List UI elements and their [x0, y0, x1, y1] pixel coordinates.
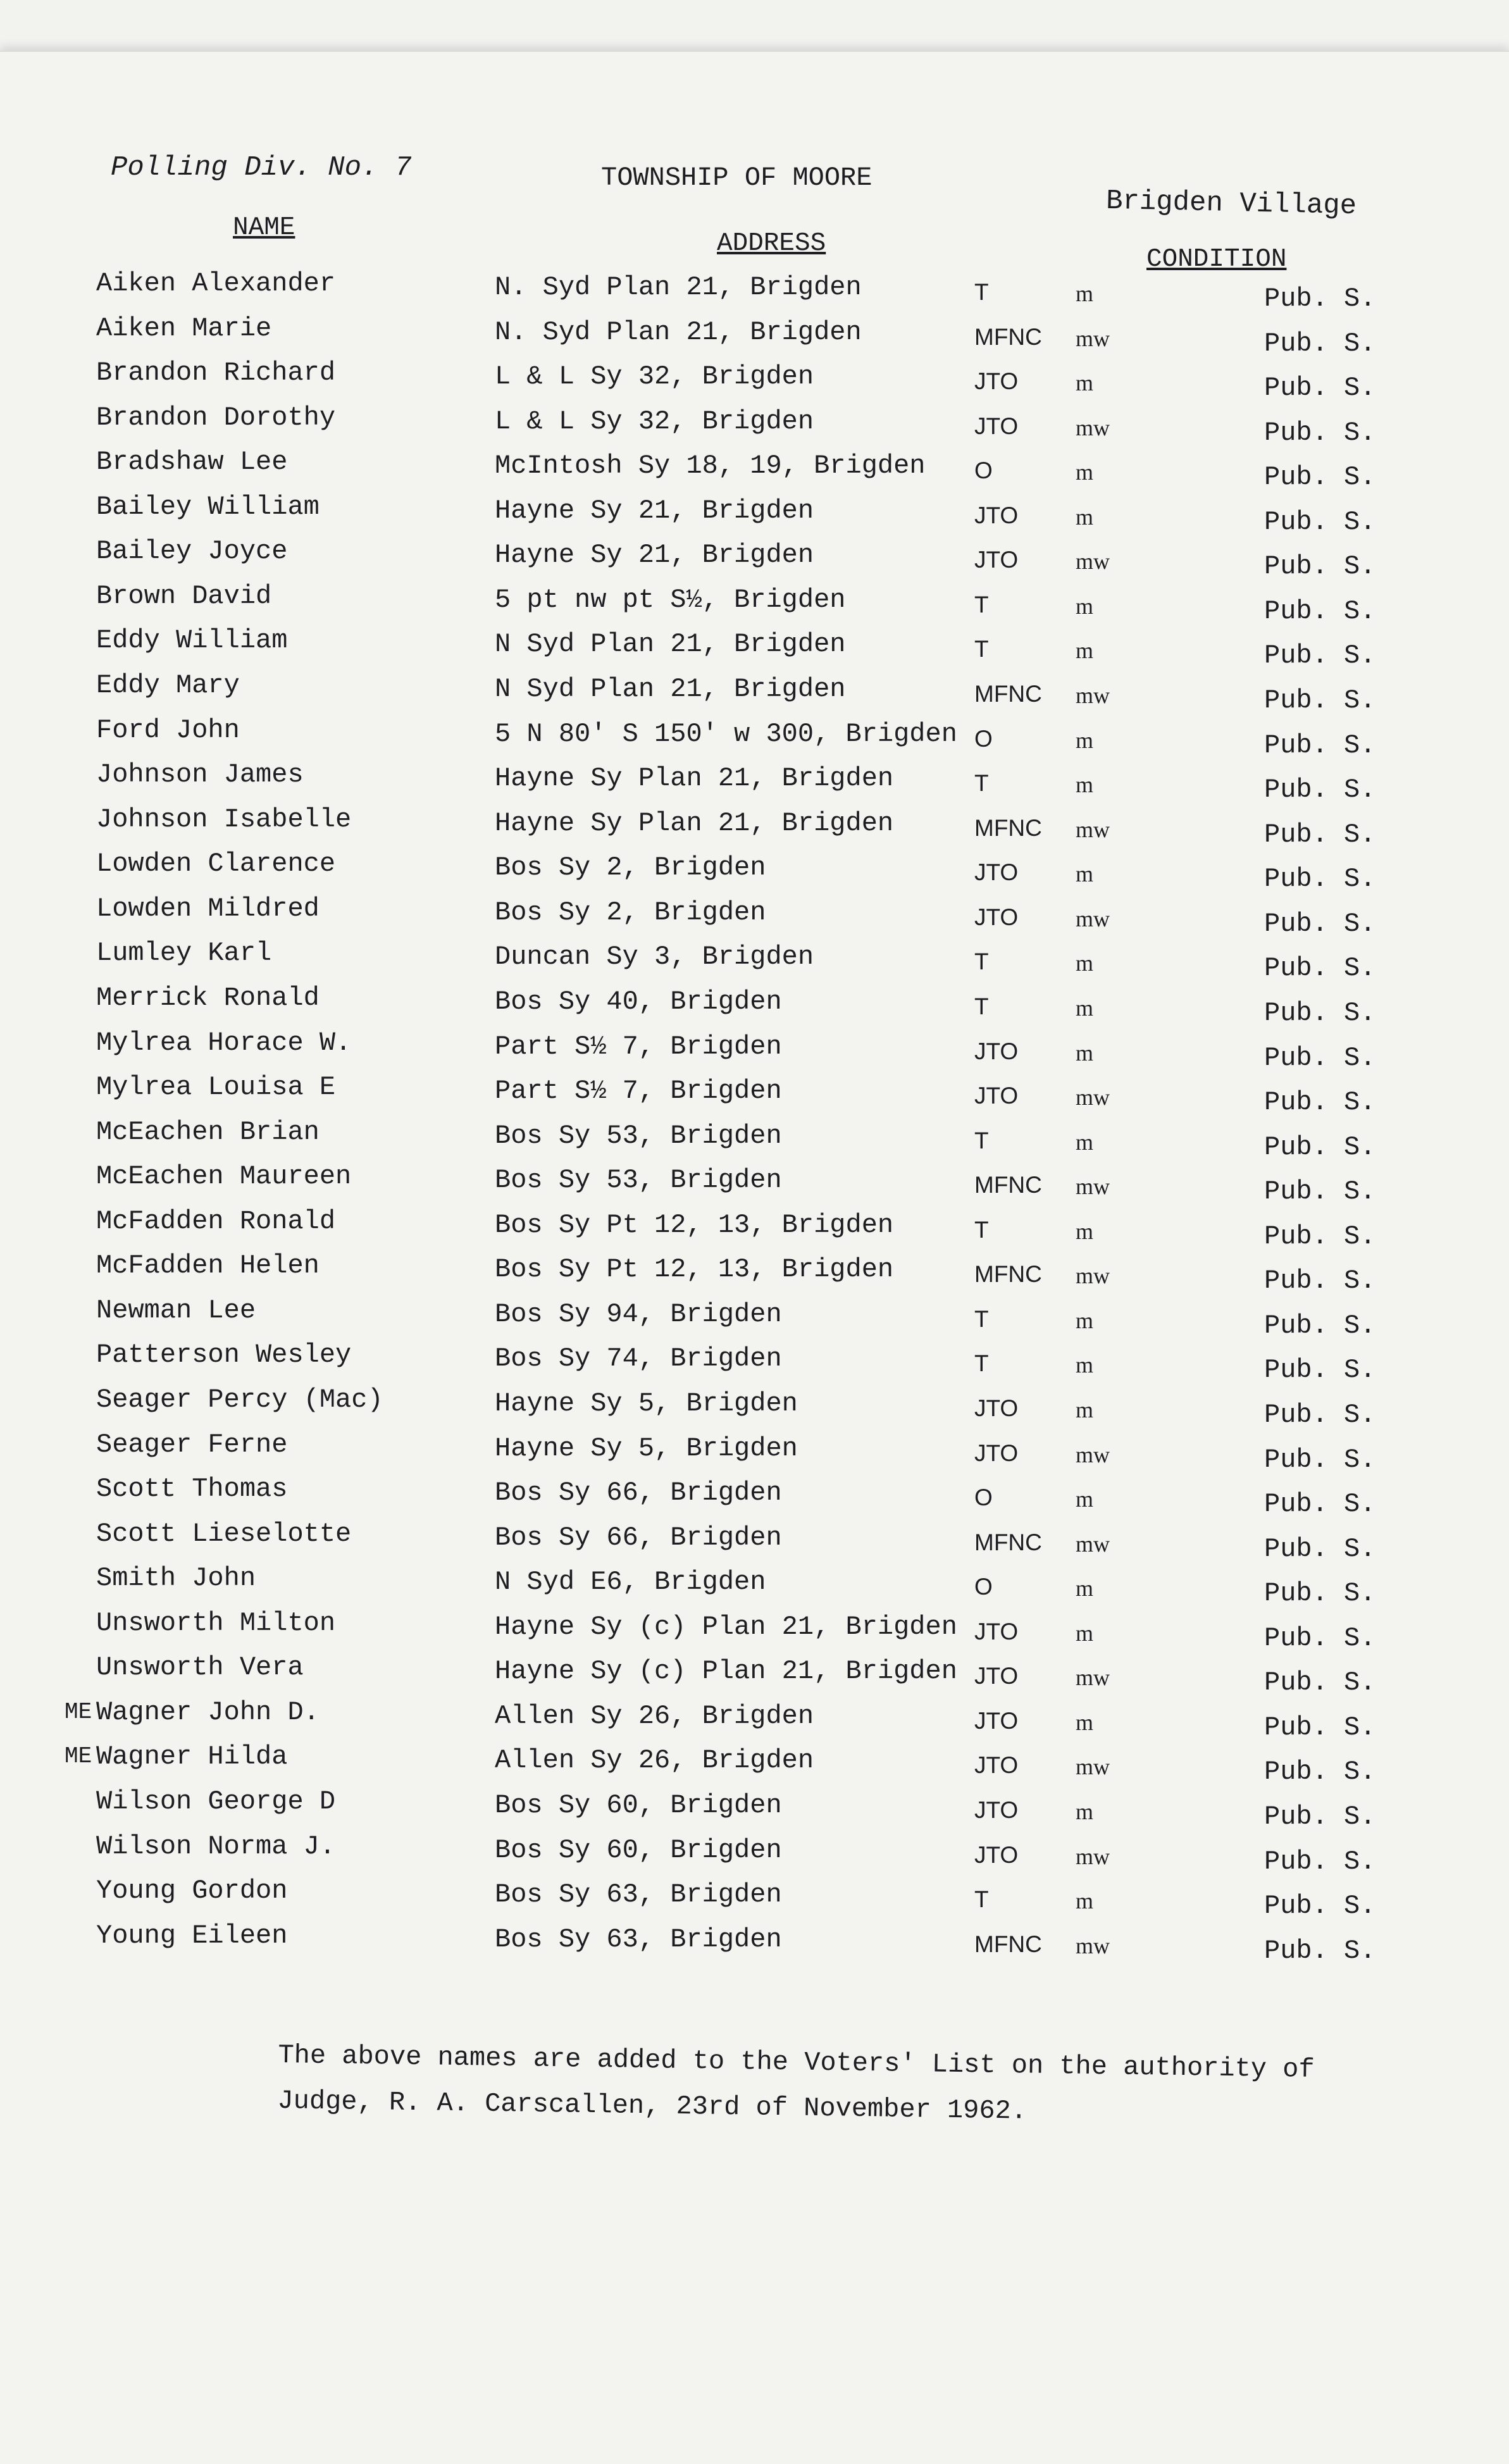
voter-code: MFNC [974, 1931, 1042, 1957]
voter-name: Brandon Dorothy [96, 402, 336, 433]
voter-row [0, 841, 1509, 895]
voter-condition: Pub. S. [1264, 1176, 1376, 1207]
voter-name: McFadden Helen [96, 1250, 320, 1281]
voter-code: JTO [974, 1841, 1019, 1868]
voter-code: JTO [974, 547, 1019, 573]
voter-name: Johnson Isabelle [96, 804, 352, 835]
voter-sex: m [1076, 950, 1094, 976]
voter-row [0, 1019, 1509, 1073]
voter-code: JTO [974, 1083, 1019, 1109]
voter-name: Patterson Wesley [96, 1340, 352, 1371]
voter-code: T [974, 1350, 989, 1377]
voter-row [0, 930, 1509, 984]
voter-sex: mw [1076, 1174, 1110, 1200]
voter-address: Bos Sy 53, Brigden [495, 1120, 782, 1151]
voter-address: N Syd Plan 21, Brigden [495, 629, 846, 660]
voter-condition: Pub. S. [1264, 462, 1376, 493]
voter-address: Bos Sy 63, Brigden [495, 1924, 782, 1955]
voter-condition: Pub. S. [1264, 1578, 1376, 1609]
voter-address: Bos Sy 2, Brigden [495, 897, 766, 928]
voter-address: 5 pt nw pt S½, Brigden [495, 584, 846, 615]
voter-sex: m [1076, 1620, 1094, 1646]
voter-address: Allen Sy 26, Brigden [495, 1700, 814, 1731]
voter-name: Young Gordon [96, 1876, 288, 1907]
voter-row [0, 796, 1509, 850]
voter-code: MFNC [974, 681, 1042, 707]
voter-name: Wilson George D [96, 1786, 336, 1817]
voter-code: MFNC [974, 1261, 1042, 1288]
voter-prefix: ME [65, 1698, 92, 1725]
voter-name: Seager Percy (Mac) [96, 1384, 383, 1415]
voter-condition: Pub. S. [1264, 953, 1376, 984]
voter-address: Bos Sy 40, Brigden [495, 986, 782, 1017]
voter-condition: Pub. S. [1264, 417, 1376, 448]
voter-row [0, 306, 1509, 359]
voter-sex: m [1076, 861, 1094, 887]
voter-row [0, 1733, 1509, 1788]
voter-condition: Pub. S. [1264, 1400, 1376, 1430]
voter-address: Part S½ 7, Brigden [495, 1076, 782, 1107]
voter-address: L & L Sy 32, Brigden [495, 361, 814, 392]
voter-name: Wagner John D. [96, 1696, 320, 1727]
voter-code: JTO [974, 502, 1019, 528]
voter-name: Merrick Ronald [96, 982, 320, 1013]
voter-code: JTO [974, 904, 1019, 930]
voter-condition: Pub. S. [1264, 1846, 1376, 1877]
township-title: TOWNSHIP OF MOORE [601, 163, 872, 193]
voter-condition: Pub. S. [1264, 1801, 1376, 1832]
voter-condition: Pub. S. [1264, 1935, 1376, 1966]
voter-address: Hayne Sy 21, Brigden [495, 540, 814, 571]
voter-address: Part S½ 7, Brigden [495, 1031, 782, 1062]
voter-sex: m [1076, 1486, 1094, 1512]
voter-row [0, 1777, 1509, 1832]
voters-list-sheet [0, 51, 1509, 2464]
voter-condition: Pub. S. [1264, 864, 1376, 895]
voter-address: Hayne Sy 21, Brigden [495, 495, 814, 526]
voter-row [0, 528, 1509, 582]
voter-address: Bos Sy 60, Brigden [495, 1790, 782, 1821]
voter-row [0, 1109, 1509, 1162]
voter-row [0, 350, 1509, 404]
voter-row [0, 974, 1509, 1028]
voter-address: N Syd Plan 21, Brigden [495, 674, 846, 705]
voter-code: JTO [974, 1663, 1019, 1689]
voter-name: Eddy William [96, 625, 288, 656]
voter-condition: Pub. S. [1264, 328, 1376, 359]
voter-row [0, 395, 1509, 448]
voter-sex: m [1076, 593, 1094, 619]
voter-row [0, 1510, 1509, 1564]
voter-condition: Pub. S. [1264, 1667, 1376, 1698]
voter-sex: mw [1076, 1754, 1110, 1780]
voter-name: Brandon Richard [96, 358, 336, 389]
voter-code: O [974, 1574, 993, 1600]
voter-code: JTO [974, 1618, 1019, 1645]
voter-address: Hayne Sy (c) Plan 21, Brigden [495, 1611, 957, 1642]
voter-address: N. Syd Plan 21, Brigden [495, 316, 862, 347]
voter-prefix: ME [65, 1743, 92, 1770]
voter-condition: Pub. S. [1264, 997, 1376, 1028]
voter-row [0, 1198, 1509, 1252]
voter-address: Hayne Sy Plan 21, Brigden [495, 763, 894, 794]
voter-sex: mw [1076, 905, 1110, 931]
voter-name: Seager Ferne [96, 1429, 288, 1460]
voter-code: MFNC [974, 1529, 1042, 1555]
voter-code: JTO [974, 368, 1019, 395]
voter-address: Bos Sy 94, Brigden [495, 1298, 782, 1329]
voter-condition: Pub. S. [1264, 1131, 1376, 1162]
voter-sex: mw [1076, 1665, 1110, 1691]
voter-condition: Pub. S. [1264, 1489, 1376, 1520]
voter-row [0, 1599, 1509, 1653]
voter-code: T [974, 770, 989, 797]
voter-code: JTO [974, 1707, 1019, 1734]
voter-sex: mw [1076, 325, 1110, 351]
voter-address: 5 N 80' S 150' w 300, Brigden [495, 718, 957, 749]
voter-condition: Pub. S. [1264, 1444, 1376, 1475]
voter-code: JTO [974, 1038, 1019, 1064]
voter-row [0, 1331, 1509, 1386]
voter-name: McEachen Brian [96, 1116, 320, 1147]
voter-address: Hayne Sy Plan 21, Brigden [495, 807, 894, 838]
voter-condition: Pub. S. [1264, 1757, 1376, 1788]
voter-row [0, 1644, 1509, 1698]
voter-condition: Pub. S. [1264, 283, 1376, 314]
voter-sex: m [1076, 1888, 1094, 1914]
voter-condition: Pub. S. [1264, 1310, 1376, 1341]
voter-address: Bos Sy 63, Brigden [495, 1879, 782, 1910]
voter-address: Bos Sy 60, Brigden [495, 1834, 782, 1865]
voter-code: MFNC [974, 1172, 1042, 1198]
voter-name: Mylrea Louisa E [96, 1072, 336, 1103]
voter-address: N Syd E6, Brigden [495, 1567, 766, 1598]
voter-code: JTO [974, 1440, 1019, 1466]
voter-address: Hayne Sy 5, Brigden [495, 1388, 798, 1419]
voter-sex: m [1076, 1709, 1094, 1735]
voter-code: JTO [974, 859, 1019, 886]
voter-sex: m [1076, 638, 1094, 664]
voter-name: Johnson James [96, 759, 304, 790]
voter-condition: Pub. S. [1264, 1712, 1376, 1743]
voter-code: O [974, 1484, 993, 1511]
village-label: Brigden Village [1105, 185, 1357, 223]
voter-name: Wilson Norma J. [96, 1831, 336, 1862]
voter-address: Bos Sy 53, Brigden [495, 1165, 782, 1196]
voter-code: MFNC [974, 323, 1042, 350]
voter-sex: mw [1076, 816, 1110, 842]
voter-name: Unsworth Milton [96, 1607, 336, 1638]
voter-name: Newman Lee [96, 1295, 256, 1326]
voter-sex: m [1076, 1799, 1094, 1825]
voter-condition: Pub. S. [1264, 908, 1376, 939]
voter-sex: m [1076, 772, 1094, 798]
voter-address: Bos Sy 66, Brigden [495, 1522, 782, 1553]
voter-row [0, 663, 1509, 716]
voter-address: N. Syd Plan 21, Brigden [495, 272, 862, 302]
voter-name: Wagner Hilda [96, 1741, 288, 1772]
voter-condition: Pub. S. [1264, 1266, 1376, 1297]
voter-address: L & L Sy 32, Brigden [495, 406, 814, 437]
voter-sex: m [1076, 1129, 1094, 1155]
voter-condition: Pub. S. [1264, 1891, 1376, 1922]
voter-code: T [974, 949, 989, 975]
voter-row [0, 1064, 1509, 1118]
voter-address: Bos Sy Pt 12, 13, Brigden [495, 1209, 894, 1240]
voter-sex: mw [1076, 1531, 1110, 1557]
voter-code: T [974, 279, 989, 305]
voter-name: Smith John [96, 1563, 256, 1594]
voter-sex: mw [1076, 1932, 1110, 1958]
voter-name: Lowden Clarence [96, 849, 336, 880]
voter-code: JTO [974, 1752, 1019, 1779]
voter-row [0, 1287, 1509, 1341]
voter-address: Bos Sy 2, Brigden [495, 852, 766, 883]
voter-sex: m [1076, 504, 1094, 530]
voter-row [0, 1555, 1509, 1609]
voter-code: JTO [974, 1797, 1019, 1824]
voter-address: Bos Sy Pt 12, 13, Brigden [495, 1254, 894, 1285]
voter-row [0, 1376, 1509, 1430]
voter-code: O [974, 457, 993, 484]
voter-address: Bos Sy 74, Brigden [495, 1343, 782, 1374]
voter-condition: Pub. S. [1264, 1221, 1376, 1252]
voter-sex: mw [1076, 1085, 1110, 1111]
polling-division-label: Polling Div. No. 7 [111, 152, 412, 184]
voter-name: Aiken Marie [96, 313, 272, 344]
voter-code: T [974, 1886, 989, 1913]
voter-condition: Pub. S. [1264, 640, 1376, 671]
voter-name: Bailey Joyce [96, 536, 288, 567]
voter-address: McIntosh Sy 18, 19, Brigden [495, 451, 926, 482]
voter-row [0, 1421, 1509, 1475]
voter-name: McEachen Maureen [96, 1161, 352, 1192]
condition-column-header: CONDITION [1146, 245, 1287, 274]
voter-condition: Pub. S. [1264, 819, 1376, 850]
voter-condition: Pub. S. [1264, 1042, 1376, 1073]
voter-condition: Pub. S. [1264, 506, 1376, 537]
voter-condition: Pub. S. [1264, 1087, 1376, 1118]
voter-sex: m [1076, 1397, 1094, 1422]
voter-condition: Pub. S. [1264, 1355, 1376, 1386]
voter-sex: m [1076, 1576, 1094, 1602]
voter-code: T [974, 591, 989, 618]
voter-sex: m [1076, 281, 1094, 306]
voter-address: Hayne Sy (c) Plan 21, Brigden [495, 1656, 957, 1687]
voter-address: Duncan Sy 3, Brigden [495, 942, 814, 973]
voter-condition: Pub. S. [1264, 730, 1376, 761]
voter-row [0, 885, 1509, 939]
voter-row [0, 261, 1509, 314]
voter-name: Eddy Mary [96, 670, 240, 701]
voter-name: Brown David [96, 580, 272, 611]
voter-row [0, 573, 1509, 626]
voter-row [0, 1153, 1509, 1207]
voter-sex: mw [1076, 683, 1110, 709]
voter-condition: Pub. S. [1264, 1533, 1376, 1564]
voter-sex: m [1076, 1218, 1094, 1244]
name-column-header: NAME [233, 213, 295, 242]
voter-sex: m [1076, 1040, 1094, 1066]
voter-address: Hayne Sy 5, Brigden [495, 1433, 798, 1464]
voter-name: Bradshaw Lee [96, 447, 288, 478]
voter-condition: Pub. S. [1264, 775, 1376, 806]
voter-code: T [974, 1305, 989, 1332]
voter-code: JTO [974, 413, 1019, 439]
voter-name: Scott Thomas [96, 1474, 288, 1505]
voter-code: JTO [974, 1395, 1019, 1421]
voter-name: Bailey William [96, 491, 320, 522]
voter-sex: m [1076, 727, 1094, 753]
voter-name: Unsworth Vera [96, 1652, 304, 1683]
voter-name: Lowden Mildred [96, 893, 320, 924]
voter-name: Ford John [96, 714, 240, 745]
voter-sex: mw [1076, 549, 1110, 575]
voter-sex: m [1076, 995, 1094, 1021]
voter-row [0, 1242, 1509, 1297]
voter-address: Bos Sy 66, Brigden [495, 1478, 782, 1509]
voter-code: T [974, 636, 989, 663]
voter-code: T [974, 993, 989, 1019]
voter-name: Lumley Karl [96, 938, 272, 969]
voter-name: Young Eileen [96, 1920, 288, 1951]
voter-name: McFadden Ronald [96, 1205, 336, 1236]
voter-row [0, 1688, 1509, 1743]
voter-name: Mylrea Horace W. [96, 1027, 352, 1058]
voter-sex: mw [1076, 1843, 1110, 1869]
voter-code: MFNC [974, 814, 1042, 841]
voter-condition: Pub. S. [1264, 373, 1376, 404]
voter-code: T [974, 1127, 989, 1154]
voter-sex: m [1076, 370, 1094, 396]
authority-note: The above names are added to the Voters' List on the authority of Judge, R. A. Carscallen, 23rd of November 1962. [277, 2039, 1315, 2127]
voter-row [0, 752, 1509, 806]
voter-sex: mw [1076, 414, 1110, 440]
voter-sex: mw [1076, 1263, 1110, 1289]
voter-row [0, 1822, 1509, 1877]
voter-row [0, 484, 1509, 537]
voter-condition: Pub. S. [1264, 685, 1376, 716]
voter-name: Scott Lieselotte [96, 1518, 352, 1549]
voter-row [0, 707, 1509, 761]
voter-sex: m [1076, 1307, 1094, 1333]
voter-sex: m [1076, 459, 1094, 485]
voter-sex: m [1076, 1352, 1094, 1378]
voter-row [0, 1912, 1509, 1966]
voter-row [0, 1465, 1509, 1520]
voter-row [0, 1867, 1509, 1922]
voter-row [0, 439, 1509, 493]
voter-code: O [974, 725, 993, 752]
voter-address: Allen Sy 26, Brigden [495, 1745, 814, 1776]
address-column-header: ADDRESS [717, 229, 826, 258]
voter-code: T [974, 1216, 989, 1243]
voter-sex: mw [1076, 1441, 1110, 1467]
voter-condition: Pub. S. [1264, 551, 1376, 582]
voter-condition: Pub. S. [1264, 1622, 1376, 1653]
voter-name: Aiken Alexander [96, 268, 336, 299]
voter-condition: Pub. S. [1264, 595, 1376, 626]
voter-row [0, 618, 1509, 671]
